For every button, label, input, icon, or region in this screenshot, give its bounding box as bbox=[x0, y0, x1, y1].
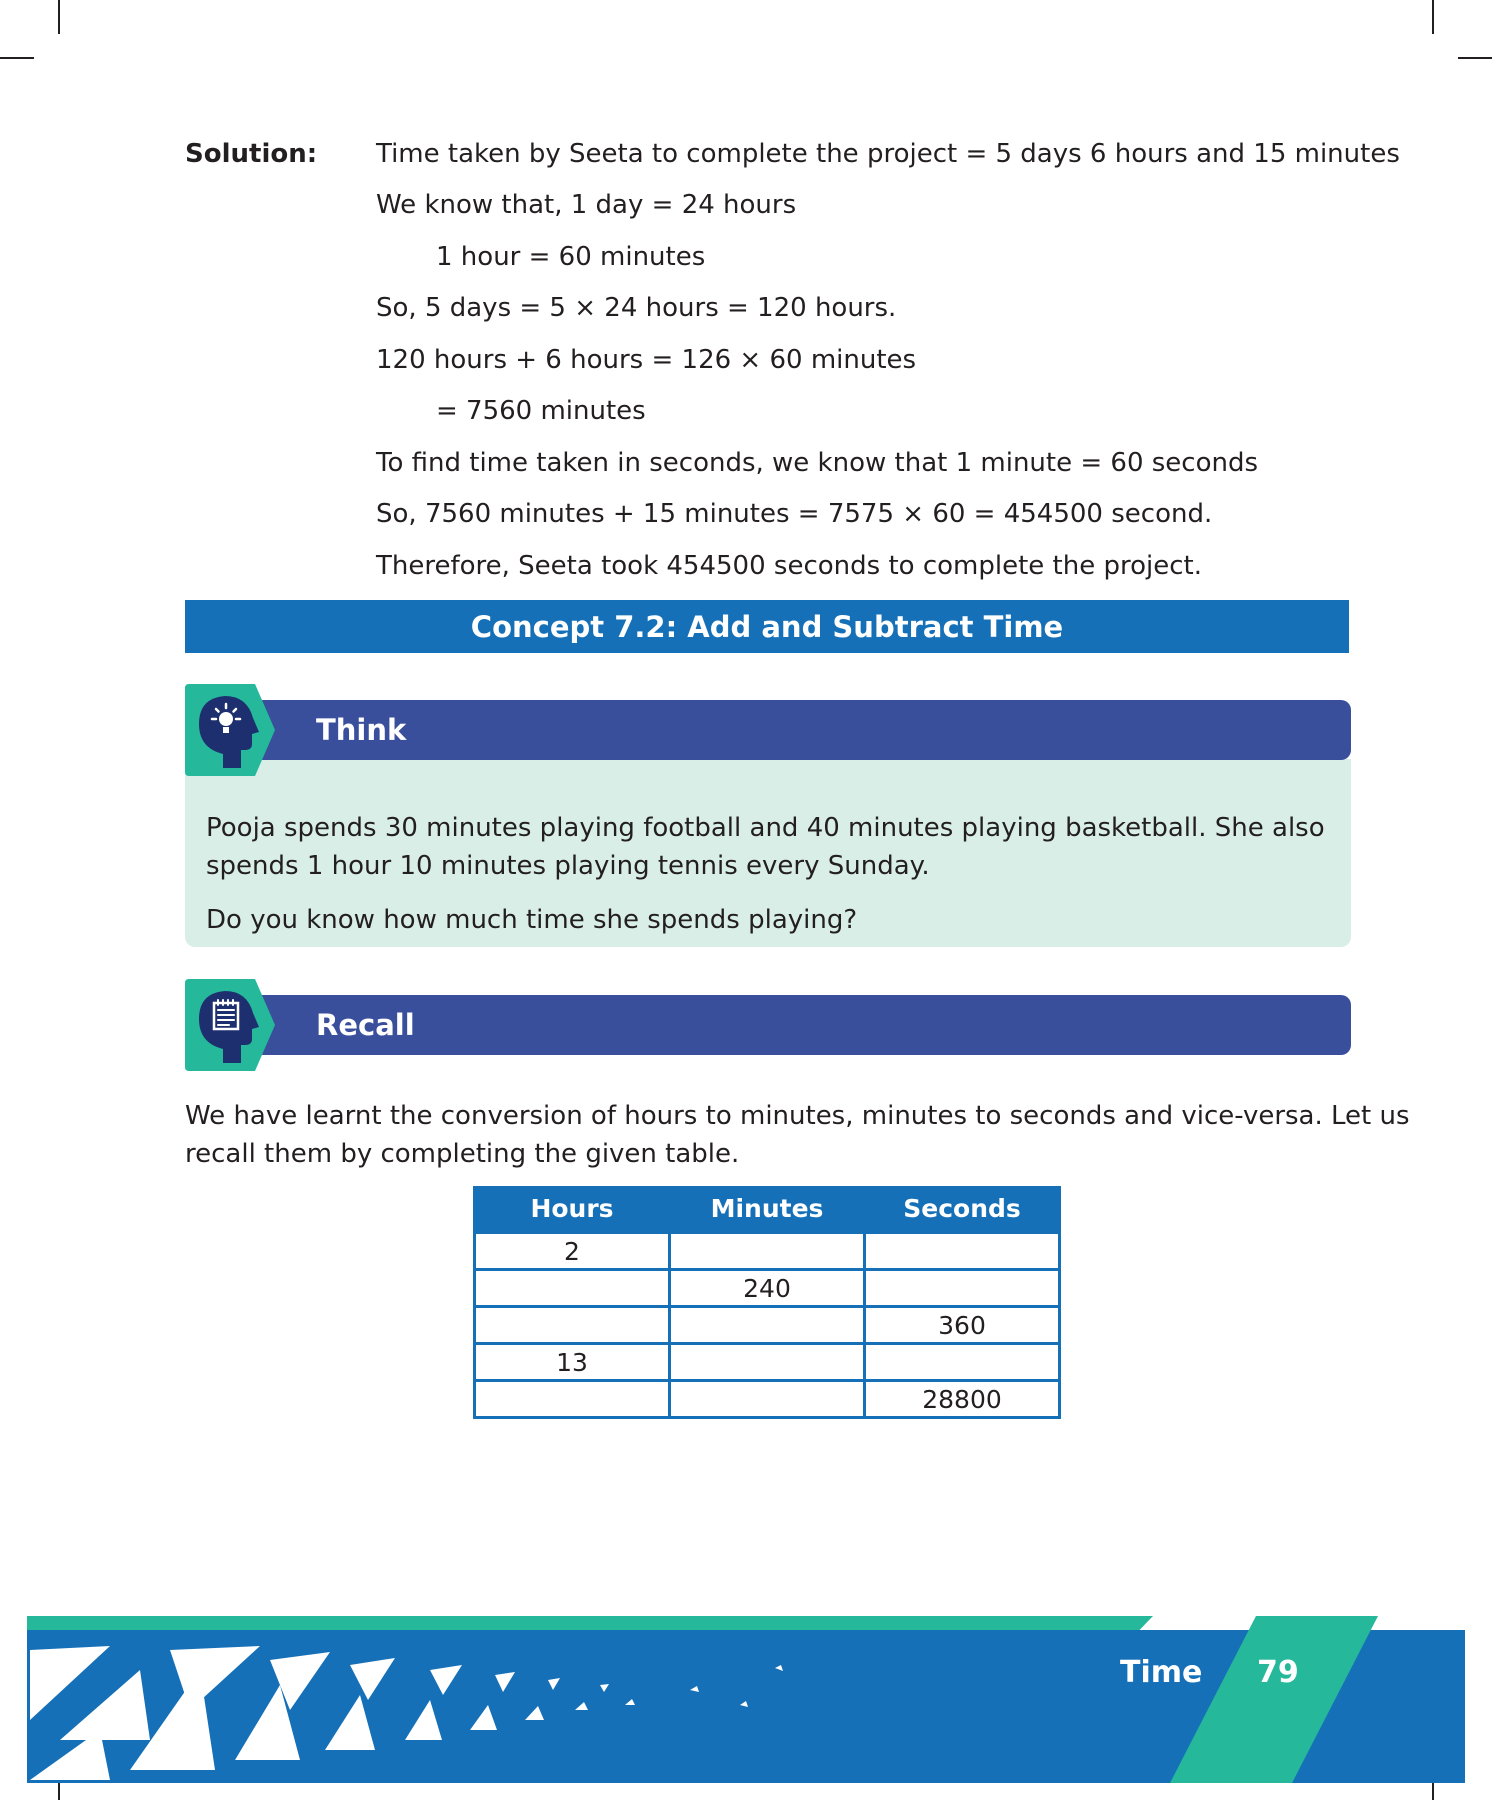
table-cell[interactable] bbox=[670, 1344, 865, 1381]
table-row bbox=[475, 1381, 1060, 1418]
table-cell[interactable] bbox=[865, 1344, 1060, 1381]
column-header-minutes: Minutes bbox=[670, 1186, 865, 1233]
solution-line: 120 hours + 6 hours = 126 × 60 minutes bbox=[376, 345, 917, 375]
page-number: 79 bbox=[1257, 1655, 1299, 1690]
table-row bbox=[475, 1270, 1060, 1307]
solution-line: We know that, 1 day = 24 hours bbox=[376, 190, 797, 220]
concept-heading bbox=[185, 600, 1349, 653]
solution-line: 1 hour = 60 minutes bbox=[436, 242, 706, 272]
page-footer bbox=[0, 1610, 1492, 1800]
table-cell[interactable] bbox=[670, 1381, 865, 1418]
crop-mark bbox=[1432, 0, 1434, 34]
crop-mark bbox=[1458, 57, 1492, 59]
column-header-seconds: Seconds bbox=[865, 1186, 1060, 1233]
recall-intro-line: We have learnt the conversion of hours to minutes, minutes to seconds and vice-versa. Let us bbox=[185, 1101, 1410, 1131]
think-paragraph-line: spends 1 hour 10 minutes playing tennis every Sunday. bbox=[206, 851, 930, 881]
table-cell[interactable] bbox=[865, 1233, 1060, 1270]
table-cell[interactable]: 2 bbox=[475, 1233, 670, 1270]
conversion-table bbox=[473, 1186, 1061, 1419]
notepad-head-icon bbox=[185, 979, 275, 1071]
table-cell[interactable] bbox=[475, 1270, 670, 1307]
table-cell[interactable]: 13 bbox=[475, 1344, 670, 1381]
solution-line: = 7560 minutes bbox=[436, 396, 646, 426]
think-paragraph bbox=[206, 809, 1325, 885]
recall-intro-line: recall them by completing the given table. bbox=[185, 1139, 740, 1169]
table-row bbox=[475, 1344, 1060, 1381]
solution-line: So, 5 days = 5 × 24 hours = 120 hours. bbox=[376, 293, 897, 323]
table-row bbox=[475, 1233, 1060, 1270]
table-cell[interactable] bbox=[865, 1270, 1060, 1307]
footer-graphic bbox=[0, 1610, 1492, 1800]
think-title: Think bbox=[316, 713, 407, 747]
column-header-hours: Hours bbox=[475, 1186, 670, 1233]
recall-title: Recall bbox=[316, 1008, 415, 1042]
solution-line: Time taken by Seeta to complete the project = 5 days 6 hours and 15 minutes bbox=[376, 139, 1400, 169]
table-cell[interactable] bbox=[475, 1307, 670, 1344]
table-header-row bbox=[475, 1186, 1060, 1233]
lightbulb-head-icon bbox=[185, 684, 275, 776]
table-cell[interactable]: 240 bbox=[670, 1270, 865, 1307]
table-row bbox=[475, 1307, 1060, 1344]
table-cell[interactable]: 28800 bbox=[865, 1381, 1060, 1418]
table-cell[interactable] bbox=[670, 1233, 865, 1270]
solution-label: Solution: bbox=[185, 139, 318, 169]
table-cell[interactable] bbox=[475, 1381, 670, 1418]
table-cell[interactable]: 360 bbox=[865, 1307, 1060, 1344]
solution-line: Therefore, Seeta took 454500 seconds to complete the project. bbox=[376, 551, 1202, 581]
concept-title: Concept 7.2: Add and Subtract Time bbox=[470, 609, 1064, 644]
crop-mark bbox=[58, 0, 60, 34]
think-question: Do you know how much time she spends playing? bbox=[206, 905, 858, 935]
table-cell[interactable] bbox=[670, 1307, 865, 1344]
solution-line: So, 7560 minutes + 15 minutes = 7575 × 60 = 454500 second. bbox=[376, 499, 1213, 529]
recall-intro bbox=[185, 1097, 1410, 1173]
think-paragraph-line: Pooja spends 30 minutes playing football and 40 minutes playing basketball. She also bbox=[206, 813, 1325, 843]
crop-mark bbox=[0, 57, 34, 59]
chapter-name: Time bbox=[1120, 1655, 1203, 1690]
solution-line: To find time taken in seconds, we know that 1 minute = 60 seconds bbox=[376, 448, 1259, 478]
